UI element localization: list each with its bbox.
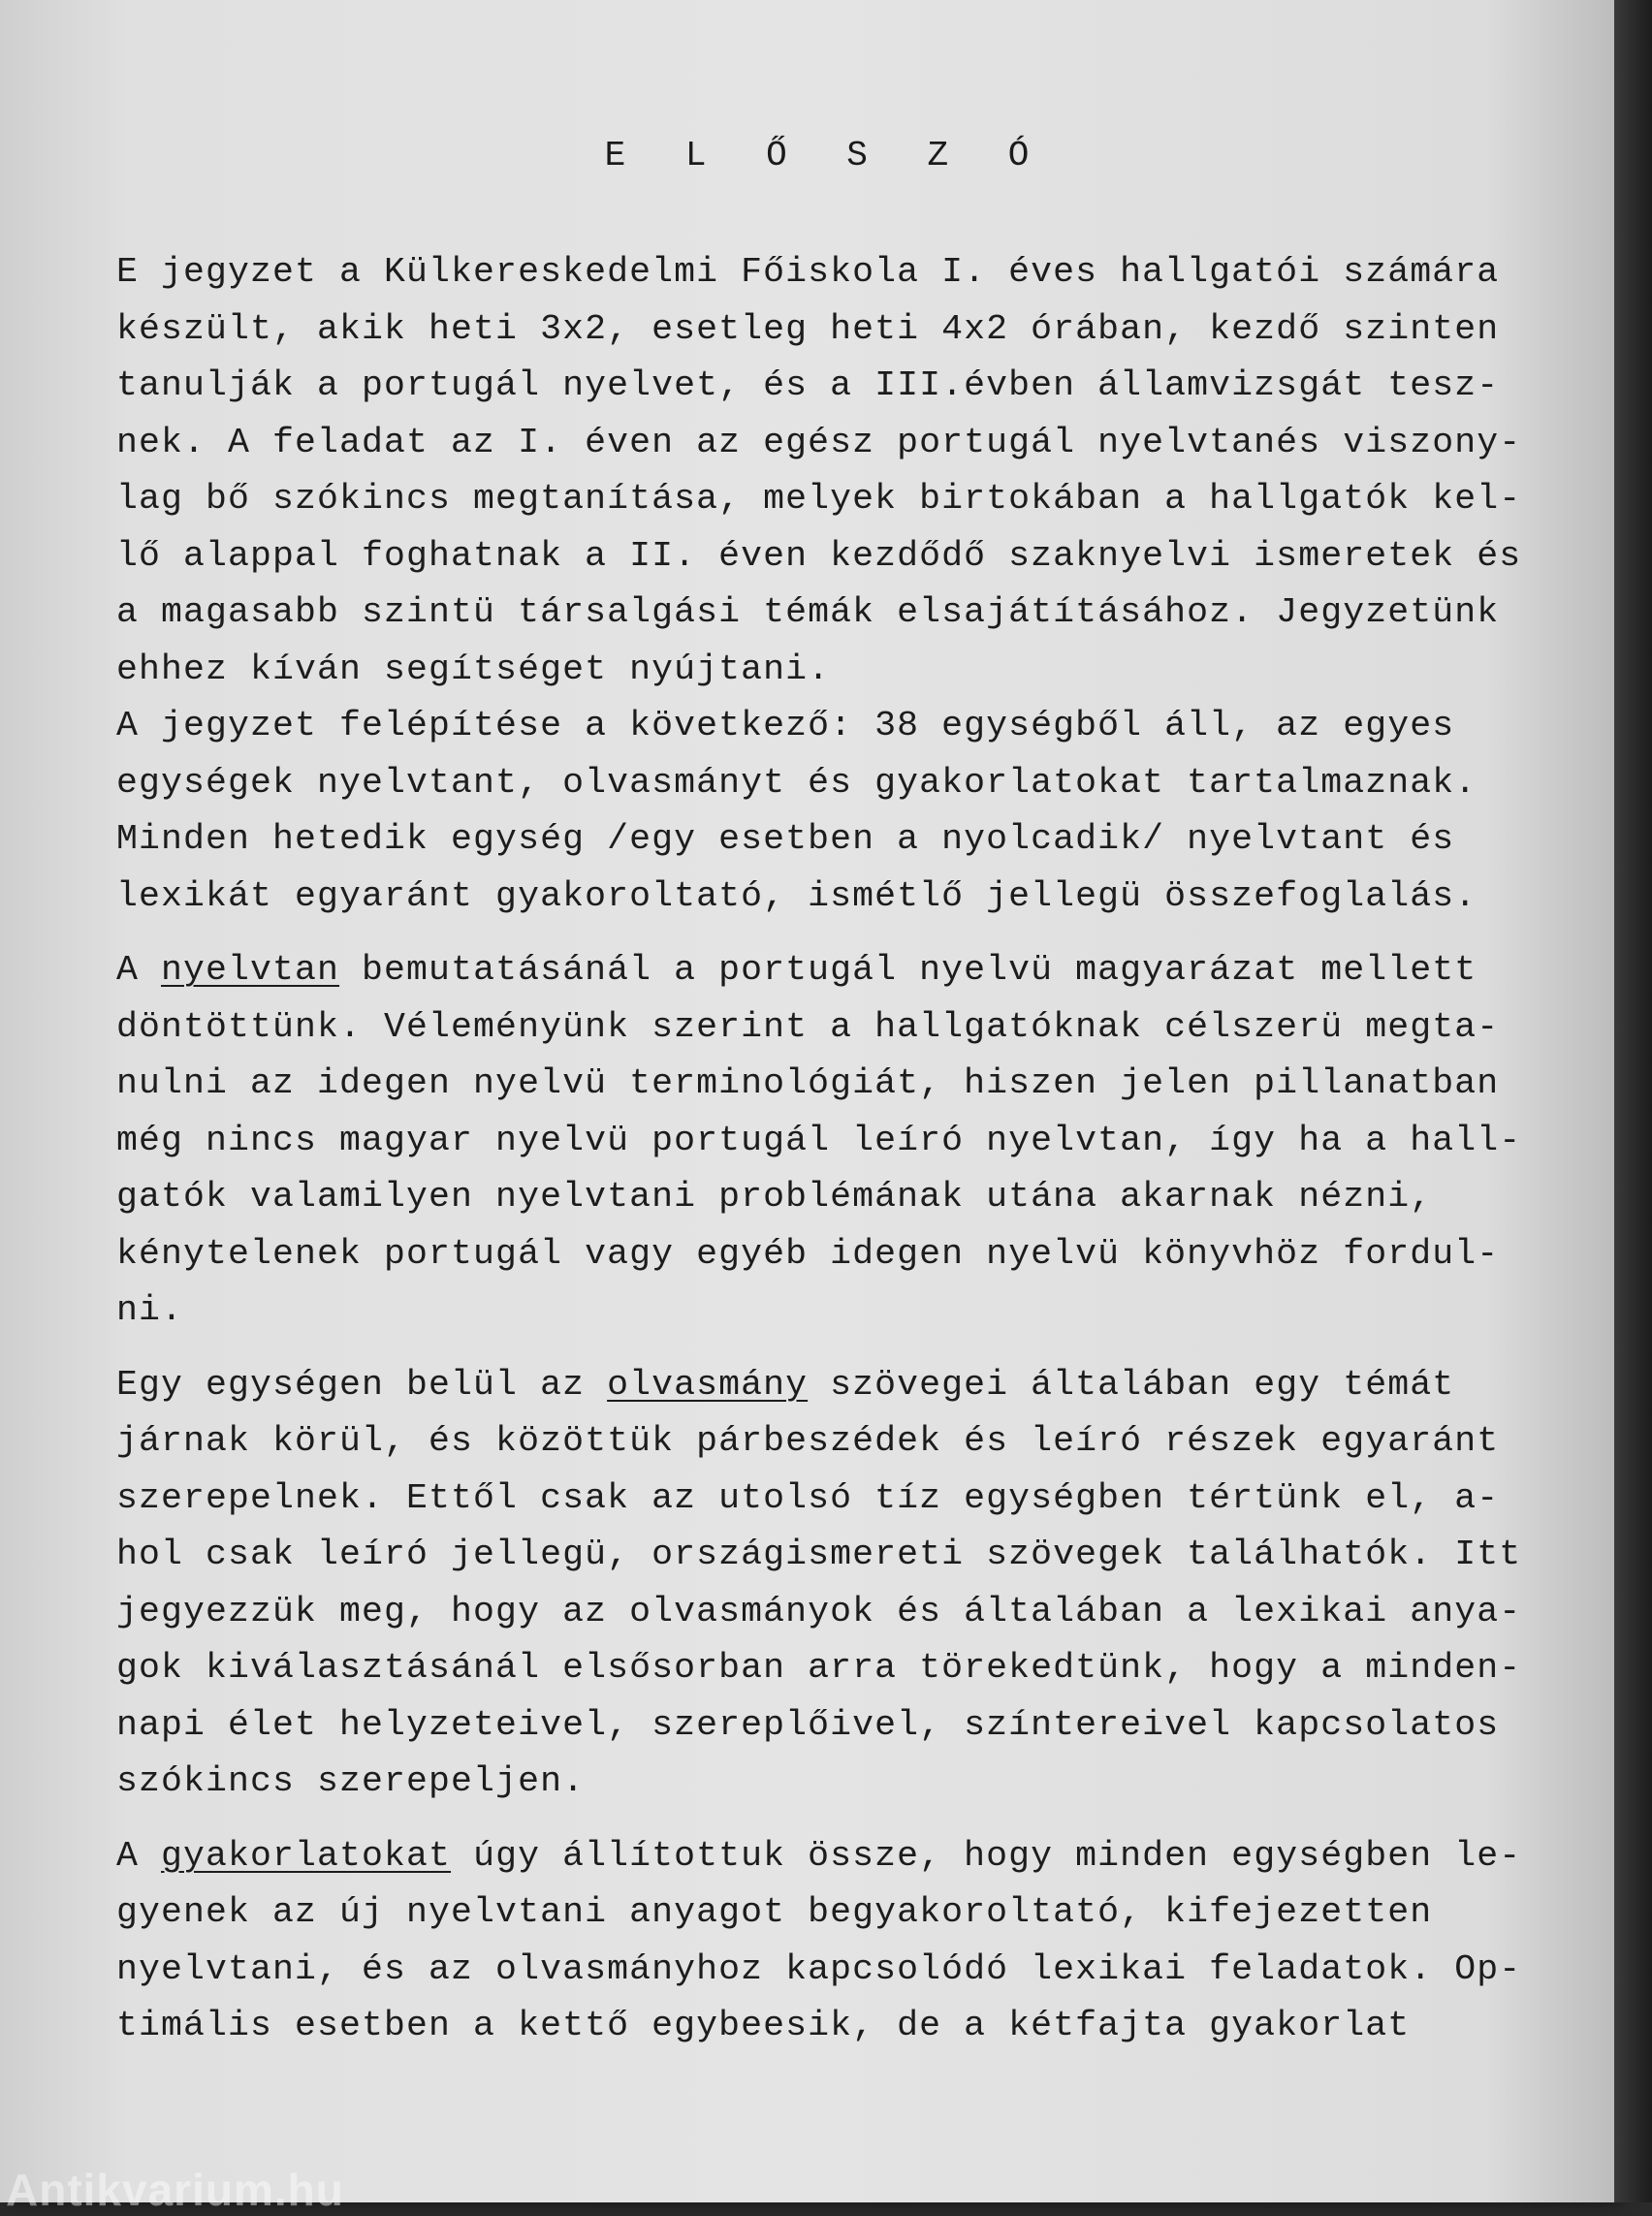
text-line — [116, 698, 1551, 755]
paragraph — [116, 1357, 1551, 1811]
text-segment: nyelvtani, és az olvasmányhoz kapcsolódó lexikai feladatok. Op- — [116, 1948, 1522, 1989]
text-segment: nek. A feladat az I. éven az egész portugál nyelvtanés viszony- — [116, 422, 1522, 462]
text-segment: ni. — [116, 1290, 184, 1330]
text-line — [116, 1884, 1551, 1942]
text-line — [116, 1527, 1551, 1584]
text-segment: szókincs szerepeljen. — [116, 1761, 586, 1801]
document-body — [116, 244, 1551, 2055]
text-line — [116, 642, 1551, 699]
scan-edge — [1614, 0, 1652, 2202]
text-segment: bemutatásánál a portugál nyelvü magyarázat mellett — [339, 950, 1477, 990]
text-segment: döntöttünk. Véleményünk szerint a hallgatóknak célszerü megta- — [116, 1006, 1500, 1047]
text-line — [116, 1226, 1551, 1283]
text-segment: még nincs magyar nyelvü portugál leíró nyelvtan, így ha a hall- — [116, 1120, 1522, 1160]
text-segment: a magasabb szintü társalgási témák elsajátításához. Jegyzetünk — [116, 592, 1500, 632]
paragraph — [116, 1828, 1551, 2055]
text-segment: E jegyzet a Külkereskedelmi Főiskola I. éves hallgatói számára — [116, 252, 1500, 292]
page-title: E L Ő S Z Ó — [604, 136, 1049, 175]
text-line — [116, 1942, 1551, 1999]
text-segment: szövegei általában egy témát — [808, 1364, 1455, 1405]
text-line — [116, 301, 1551, 359]
text-line — [116, 999, 1551, 1057]
text-line — [116, 942, 1551, 999]
paragraph — [116, 942, 1551, 1340]
text-line — [116, 471, 1551, 528]
text-line — [116, 1169, 1551, 1226]
text-line — [116, 811, 1551, 869]
text-line — [116, 1640, 1551, 1697]
text-line — [116, 1282, 1551, 1340]
text-segment: készült, akik heti 3x2, esetleg heti 4x2 órában, kezdő szinten — [116, 308, 1500, 349]
text-segment: lexikát egyaránt gyakoroltató, ismétlő jellegü összefoglalás. — [116, 875, 1477, 916]
text-segment: kénytelenek portugál vagy egyéb idegen nyelvü könyvhöz fordul- — [116, 1233, 1500, 1274]
text-line — [116, 415, 1551, 472]
text-segment: szerepelnek. Ettől csak az utolsó tíz egységben tértünk el, a- — [116, 1477, 1500, 1518]
paragraph-gap — [116, 925, 1551, 942]
paragraph-gap — [116, 1340, 1551, 1357]
text-segment: napi élet helyzeteivel, szereplőivel, színtereivel kapcsolatos — [116, 1704, 1500, 1745]
text-segment: jegyezzük meg, hogy az olvasmányok és általában a lexikai anya- — [116, 1591, 1522, 1631]
text-segment: járnak körül, és közöttük párbeszédek és leíró részek egyaránt — [116, 1421, 1500, 1461]
text-line — [116, 1697, 1551, 1755]
text-segment: gatók valamilyen nyelvtani problémának utána akarnak nézni, — [116, 1177, 1433, 1217]
text-line — [116, 358, 1551, 415]
text-line — [116, 1828, 1551, 1885]
text-segment: lag bő szókincs megtanítása, melyek birtokában a hallgatók kel- — [116, 479, 1522, 519]
underlined-term: nyelvtan — [161, 950, 340, 990]
text-segment: ehhez kíván segítséget nyújtani. — [116, 649, 831, 689]
text-segment: gok kiválasztásánál elsősorban arra törekedtünk, hogy a minden- — [116, 1648, 1522, 1688]
text-segment: Egy egységen belül az — [116, 1364, 608, 1405]
text-segment: egységek nyelvtant, olvasmányt és gyakorlatokat tartalmaznak. — [116, 762, 1477, 803]
text-line — [116, 1413, 1551, 1471]
text-segment: nulni az idegen nyelvü terminológiát, hiszen jelen pillanatban — [116, 1063, 1500, 1103]
text-segment: lő alappal foghatnak a II. éven kezdődő szaknyelvi ismeretek és — [116, 535, 1522, 576]
text-line — [116, 585, 1551, 642]
text-segment: Minden hetedik egység /egy esetben a nyolcadik/ nyelvtant és — [116, 819, 1455, 859]
text-segment: A — [116, 1835, 162, 1876]
text-line — [116, 1357, 1551, 1414]
text-line — [116, 1584, 1551, 1641]
text-line — [116, 869, 1551, 926]
text-line — [116, 1754, 1551, 1811]
text-line — [116, 1998, 1551, 2055]
text-line — [116, 528, 1551, 586]
underlined-term: olvasmány — [607, 1364, 809, 1405]
text-segment: tanulják a portugál nyelvet, és a III.évben államvizsgát tesz- — [116, 365, 1500, 405]
text-line — [116, 1471, 1551, 1528]
text-segment: timális esetben a kettő egybeesik, de a kétfajta gyakorlat — [116, 2006, 1411, 2045]
text-segment: gyenek az új nyelvtani anyagot begyakoroltató, kifejezetten — [116, 1892, 1433, 1932]
paragraph — [116, 244, 1551, 925]
text-segment: hol csak leíró jellegü, országismereti szövegek találhatók. Itt — [116, 1535, 1522, 1574]
text-segment: A jegyzet felépítése a következő: 38 egységből áll, az egyes — [116, 706, 1455, 745]
paragraph-gap — [116, 1811, 1551, 1828]
text-line — [116, 244, 1551, 301]
text-segment: A — [116, 950, 162, 990]
watermark: Antikvarium.hu — [6, 2165, 344, 2215]
text-segment: úgy állítottuk össze, hogy minden egységben le- — [451, 1835, 1522, 1876]
underlined-term: gyakorlatokat — [161, 1835, 452, 1876]
text-line — [116, 1056, 1551, 1113]
text-line — [116, 1113, 1551, 1170]
text-line — [116, 755, 1551, 812]
